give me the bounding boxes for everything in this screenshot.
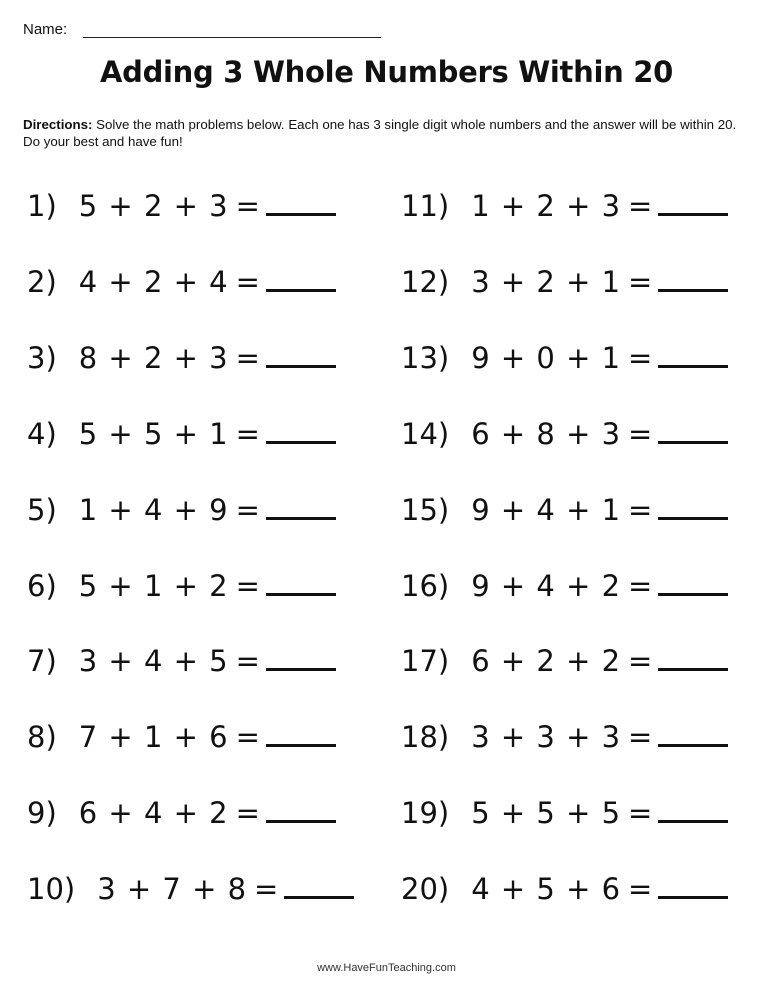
- answer-blank[interactable]: [658, 189, 728, 216]
- equals-sign: =: [235, 493, 260, 527]
- equals-sign: =: [628, 265, 653, 299]
- problem-item: [27, 264, 336, 300]
- problem-item: [401, 643, 728, 679]
- equals-sign: =: [628, 644, 653, 678]
- problem-item: [27, 795, 336, 831]
- equals-sign: =: [628, 796, 653, 830]
- answer-blank[interactable]: [658, 265, 728, 292]
- problem-number: 11): [401, 189, 450, 223]
- equals-sign: =: [235, 417, 260, 451]
- problem-expression: 5 + 1 + 2: [78, 569, 228, 603]
- answer-blank[interactable]: [284, 872, 354, 899]
- problem-number: 13): [401, 341, 450, 375]
- problem-number: 9): [27, 796, 57, 830]
- problem-expression: 5 + 5 + 5: [471, 796, 621, 830]
- worksheet-title: Adding 3 Whole Numbers Within 20: [99, 55, 674, 89]
- problem-item: [27, 643, 336, 679]
- problem-item: [27, 340, 336, 376]
- equals-sign: =: [628, 189, 653, 223]
- name-row: [23, 20, 381, 38]
- problem-number: 14): [401, 417, 450, 451]
- problem-expression: 1 + 4 + 9: [78, 493, 228, 527]
- problem-number: 4): [27, 417, 57, 451]
- problem-item: [27, 416, 336, 452]
- problem-expression: 7 + 1 + 6: [78, 720, 228, 754]
- equals-sign: =: [235, 189, 260, 223]
- answer-blank[interactable]: [658, 796, 728, 823]
- directions-text: Solve the math problems below. Each one has 3 single digit whole numbers and the answer will be within 20. Do your best and have fun!: [23, 117, 737, 149]
- equals-sign: =: [254, 872, 279, 906]
- answer-blank[interactable]: [266, 569, 336, 596]
- problem-expression: 3 + 4 + 5: [78, 644, 228, 678]
- answer-blank[interactable]: [658, 493, 728, 520]
- name-label: Name:: [23, 21, 68, 38]
- directions: [23, 116, 749, 150]
- problem-item: [401, 871, 728, 907]
- answer-blank[interactable]: [658, 644, 728, 671]
- problem-expression: 1 + 2 + 3: [471, 189, 621, 223]
- problem-item: [27, 719, 336, 755]
- answer-blank[interactable]: [266, 796, 336, 823]
- problem-number: 8): [27, 720, 57, 754]
- problem-number: 20): [401, 872, 450, 906]
- problem-number: 17): [401, 644, 450, 678]
- problem-expression: 5 + 5 + 1: [78, 417, 228, 451]
- equals-sign: =: [235, 341, 260, 375]
- problem-item: [401, 264, 728, 300]
- problem-number: 3): [27, 341, 57, 375]
- equals-sign: =: [628, 341, 653, 375]
- equals-sign: =: [628, 417, 653, 451]
- problem-number: 7): [27, 644, 57, 678]
- equals-sign: =: [628, 872, 653, 906]
- problem-item: [401, 416, 728, 452]
- equals-sign: =: [628, 720, 653, 754]
- answer-blank[interactable]: [658, 569, 728, 596]
- answer-blank[interactable]: [658, 341, 728, 368]
- problem-number: 1): [27, 189, 57, 223]
- problem-expression: 9 + 4 + 2: [471, 569, 621, 603]
- problem-expression: 3 + 7 + 8: [97, 872, 247, 906]
- problem-number: 16): [401, 569, 450, 603]
- answer-blank[interactable]: [266, 341, 336, 368]
- problem-number: 19): [401, 796, 450, 830]
- problem-expression: 6 + 4 + 2: [78, 796, 228, 830]
- equals-sign: =: [628, 569, 653, 603]
- answer-blank[interactable]: [266, 720, 336, 747]
- problem-item: [401, 568, 728, 604]
- problem-number: 12): [401, 265, 450, 299]
- problem-item: [401, 719, 728, 755]
- problem-expression: 4 + 5 + 6: [471, 872, 621, 906]
- problem-expression: 9 + 4 + 1: [471, 493, 621, 527]
- answer-blank[interactable]: [266, 493, 336, 520]
- problem-item: [27, 188, 336, 224]
- equals-sign: =: [628, 493, 653, 527]
- problem-expression: 3 + 2 + 1: [471, 265, 621, 299]
- directions-label: Directions:: [23, 117, 93, 132]
- problem-item: [27, 492, 336, 528]
- problem-expression: 6 + 2 + 2: [471, 644, 621, 678]
- problem-number: 6): [27, 569, 57, 603]
- problem-expression: 6 + 8 + 3: [471, 417, 621, 451]
- footer-url: www.HaveFunTeaching.com: [317, 962, 456, 974]
- problem-item: [401, 795, 728, 831]
- problem-item: [27, 568, 336, 604]
- answer-blank[interactable]: [266, 417, 336, 444]
- equals-sign: =: [235, 796, 260, 830]
- problem-number: 18): [401, 720, 450, 754]
- answer-blank[interactable]: [658, 872, 728, 899]
- problem-number: 5): [27, 493, 57, 527]
- problem-item: [401, 188, 728, 224]
- problem-expression: 9 + 0 + 1: [471, 341, 621, 375]
- problem-item: [401, 492, 728, 528]
- answer-blank[interactable]: [658, 417, 728, 444]
- answer-blank[interactable]: [266, 189, 336, 216]
- answer-blank[interactable]: [266, 644, 336, 671]
- problem-expression: 4 + 2 + 4: [78, 265, 228, 299]
- problem-number: 2): [27, 265, 57, 299]
- answer-blank[interactable]: [266, 265, 336, 292]
- name-line: [83, 20, 381, 38]
- problem-item: [27, 871, 354, 907]
- problem-number: 15): [401, 493, 450, 527]
- problem-number: 10): [27, 872, 76, 906]
- equals-sign: =: [235, 265, 260, 299]
- problem-expression: 3 + 3 + 3: [471, 720, 621, 754]
- equals-sign: =: [235, 569, 260, 603]
- equals-sign: =: [235, 720, 260, 754]
- problem-expression: 8 + 2 + 3: [78, 341, 228, 375]
- problem-expression: 5 + 2 + 3: [78, 189, 228, 223]
- equals-sign: =: [235, 644, 260, 678]
- problem-item: [401, 340, 728, 376]
- answer-blank[interactable]: [658, 720, 728, 747]
